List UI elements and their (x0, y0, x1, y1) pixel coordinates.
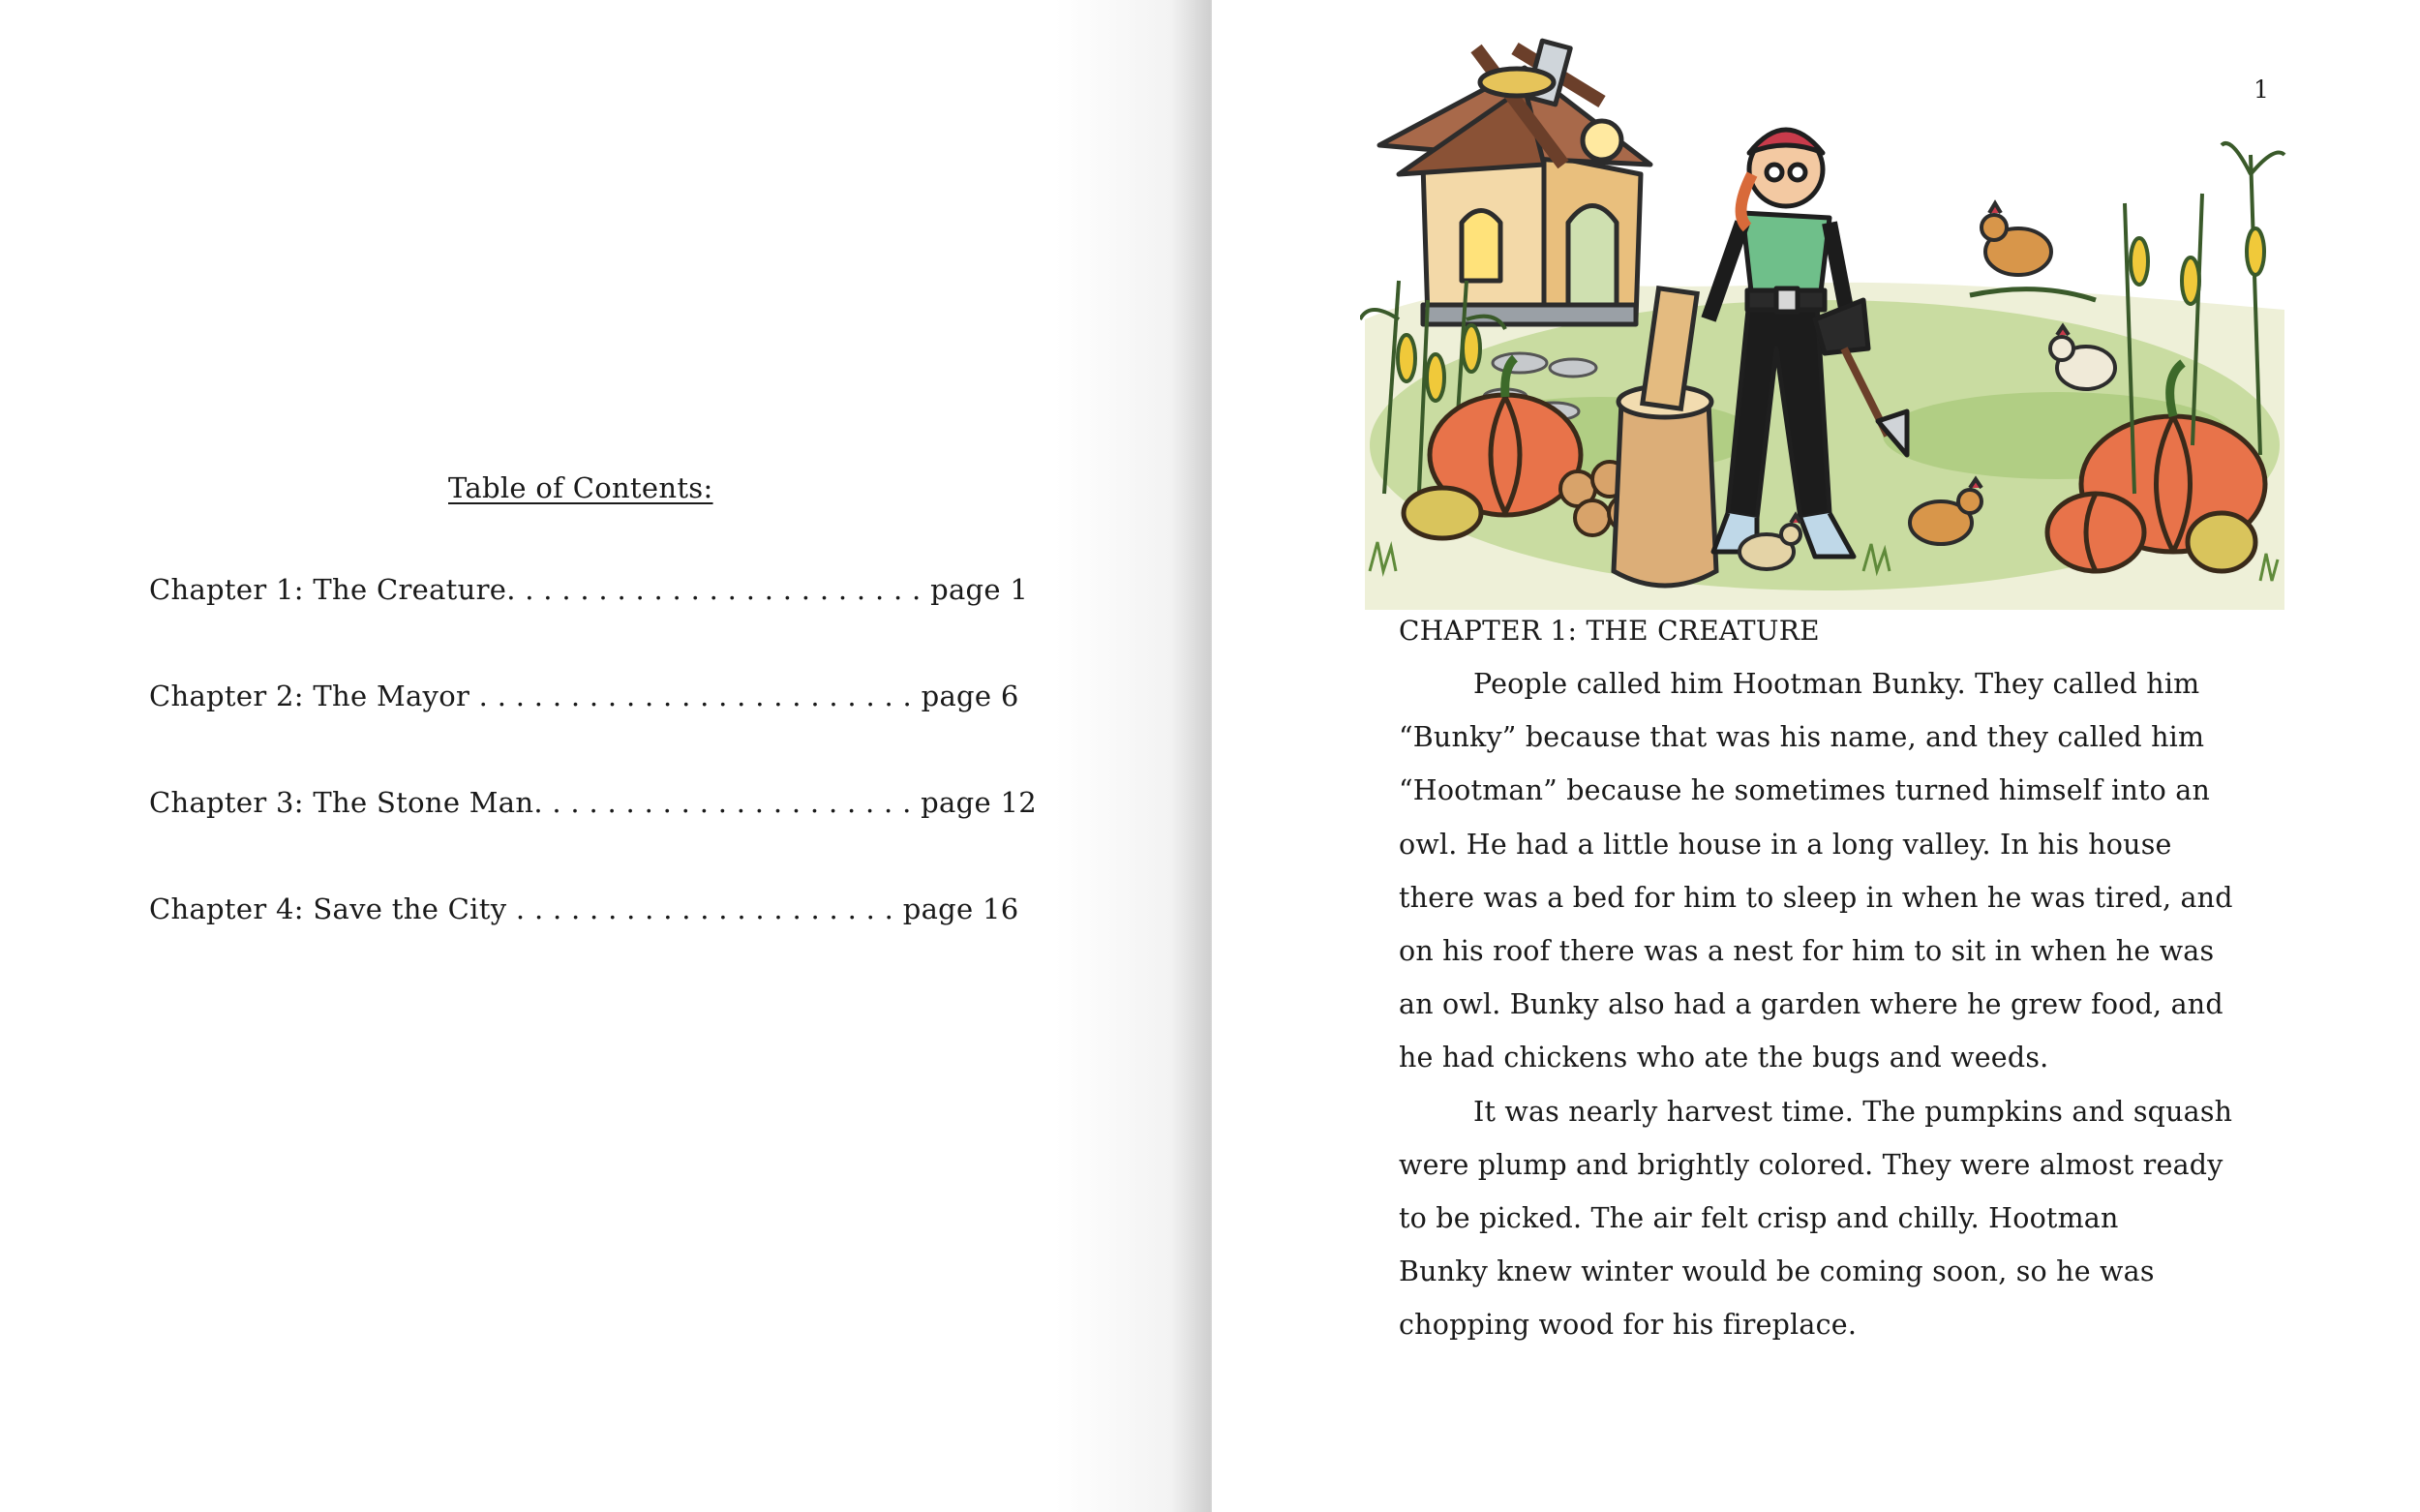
left-page (0, 0, 1208, 1512)
toc-entry-page: page 16 (902, 892, 1019, 925)
chapter-body (1399, 663, 2299, 1357)
text-line: Bunky knew winter would be coming soon, so he was (1399, 1255, 2155, 1288)
text-line: on his roof there was a nest for him to sit in when he was (1399, 934, 2215, 967)
page-number: 1 (2254, 76, 2269, 104)
chicken-on-stalk (1970, 203, 2096, 300)
toc-entry-page: page 12 (921, 786, 1037, 819)
text-line: chopping wood for his fireplace. (1399, 1309, 1858, 1342)
toc-leader-dots: . . . . . . . . . . . . . . . . . . . . . (533, 786, 912, 819)
text-line: to be picked. The air felt crisp and chilly. Hootman (1399, 1201, 2119, 1234)
toc-title: Table of Contents: (448, 471, 713, 504)
text-line: he had chickens who ate the bugs and weeds. (1399, 1042, 2049, 1074)
text-line: owl. He had a little house in a long valley. In his house (1399, 828, 2172, 861)
toc-entry-page: page 1 (930, 573, 1029, 606)
text-line: It was nearly harvest time. The pumpkins and squash (1473, 1095, 2233, 1128)
toc-entry[interactable] (149, 680, 1019, 712)
chapter-illustration (1360, 29, 2289, 615)
chapter-heading: CHAPTER 1: THE CREATURE (1399, 615, 1820, 647)
text-line: “Bunky” because that was his name, and they called him (1399, 721, 2205, 754)
toc-leader-dots: . . . . . . . . . . . . . . . . . . . . . . . (506, 573, 922, 606)
text-line: were plump and brightly colored. They were almost ready (1399, 1148, 2223, 1181)
toc-entry[interactable] (149, 573, 1028, 606)
toc-entry-label: Chapter 1: The Creature (149, 573, 507, 606)
toc-entry-page: page 6 (921, 680, 1019, 712)
toc-entry-label: Chapter 3: The Stone Man (149, 786, 534, 819)
toc-entry-label: Chapter 2: The Mayor (149, 680, 470, 712)
toc-entry[interactable] (149, 892, 1019, 925)
text-line: there was a bed for him to sleep in when he was tired, and (1399, 881, 2233, 914)
text-line: an owl. Bunky also had a garden where he grew food, and (1399, 988, 2223, 1021)
house (1379, 41, 1650, 324)
toc-entry-label: Chapter 4: Save the City (149, 892, 507, 925)
toc-leader-dots: . . . . . . . . . . . . . . . . . . . . . (506, 892, 894, 925)
text-line: People called him Hootman Bunky. They called him (1473, 668, 2200, 700)
text-line: “Hootman” because he sometimes turned himself into an (1399, 774, 2211, 807)
toc-entry[interactable] (149, 786, 1037, 819)
toc-leader-dots: . . . . . . . . . . . . . . . . . . . . . . . . (469, 680, 913, 712)
page-gutter-shadow (1055, 0, 1215, 1512)
